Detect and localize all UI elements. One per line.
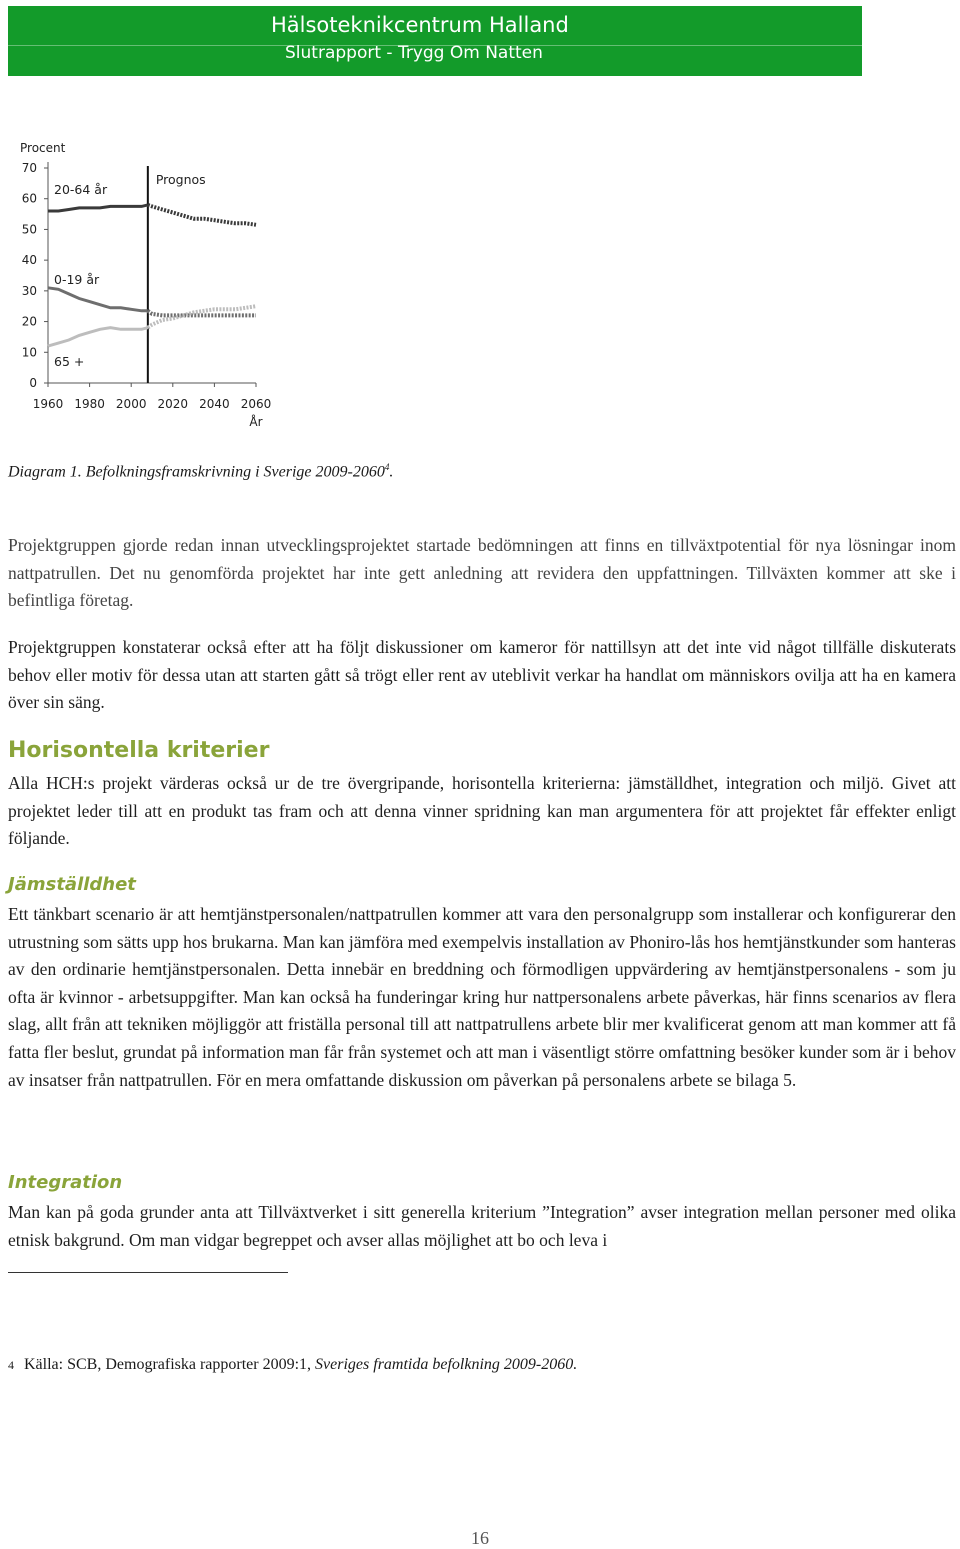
series-label: 0-19 år <box>54 272 100 287</box>
series-line-historical <box>48 205 148 211</box>
footnote-number: 4 <box>8 1358 14 1372</box>
header-title: Hälsoteknikcentrum Halland <box>271 13 569 37</box>
prognosis-label: Prognos <box>155 172 206 187</box>
x-axis-label: År <box>249 415 263 429</box>
series-line-historical <box>48 328 148 346</box>
y-tick-label: 30 <box>21 283 37 298</box>
footnote-title: Sveriges framtida befolkning 2009-2060. <box>315 1356 578 1373</box>
x-tick-label: 2040 <box>199 397 230 411</box>
paragraph-tillvaxt: Projektgruppen gjorde redan innan utvecklingsprojektet startade bedömningen att finns en tillväxtpotential för nya lösningar inom nattpatrullen. Det nu genomförda projektet har inte gett anledning att revidera den uppfattningen. Tillväxten kommer att ske i befintliga företag. <box>8 535 956 611</box>
paragraph-integration: Man kan på goda grunder anta att Tillväxtverket i sitt generella kriterium ”Integration” avser integration mellan personer med olika etnisk bakgrund. Om man vidgar begreppet och avser allas möjlighet att bo och leva i <box>8 1202 956 1250</box>
header-divider <box>8 45 862 46</box>
series-line-prognosis <box>148 311 256 316</box>
y-tick-label: 70 <box>21 161 37 175</box>
x-tick-label: 2020 <box>157 397 189 411</box>
population-chart <box>8 132 278 432</box>
series-line-prognosis <box>148 205 256 225</box>
caption-footnote-ref: 4 <box>384 462 390 472</box>
paragraph-kameror: Projektgruppen konstaterar också efter att ha följt diskussioner om kameror för nattillsyn att det inte vid något tillfälle diskuterats behov eller motiv för dessa utan att starten gått så trögt eller rent av uteblivit verkar ha handlat om människors ovilja att ha en kamera över sin säng. <box>8 637 956 713</box>
paragraph-horisontella: Alla HCH:s projekt värderas också ur de tre övergripande, horisontella kriterierna: jämställdhet, integration och miljö. Givet att projektet leder till att en produkt tas fram och att denna vinner spridning kan man argumentera för att projektet får effekter enligt följande. <box>8 773 956 849</box>
x-tick-label: 2060 <box>240 397 272 411</box>
figure-caption <box>8 462 393 481</box>
page-number: 16 <box>471 1528 489 1548</box>
paragraph-jamstalldhet: Ett tänkbart scenario är att hemtjänstpersonalen/nattpatrullen kommer att vara den personalgrupp som installerar och konfigurerar den utrustning som sätts upp hos brukarna. Man kan jämföra med exempelvis installation av Phoniro-lås hos hemtjänstkunder som hanteras av den ordinarie hemtjänstpersonalen. Detta innebär en breddning och förmodligen uppvärdering av hemtjänstpersonalens - som ju ofta är kvinnor - arbetsuppgifter. Man kan också ha funderingar kring hur nattpersonalens arbete påverkas, här finns scenarios av flera slag, allt från att tekniken möjliggör att friställa personal till att nattpatrullens arbete blir mer kvalificerat genom att man kommer att få fatta fler beslut, grundat på information man får från systemet och att man i väsentligt större omfattning besöker kunder som är i behov av insatser från nattpatrullen. För en mera omfattande diskussion om påverkan på personalens arbete se bilaga 5. <box>8 904 956 1090</box>
footnote-divider <box>8 1272 288 1273</box>
y-tick-label: 50 <box>21 222 37 237</box>
x-tick-label: 1960 <box>32 397 64 411</box>
document-header <box>8 6 862 76</box>
series-line-historical <box>48 288 148 311</box>
y-tick-label: 40 <box>21 253 37 268</box>
y-tick-label: 10 <box>21 345 37 360</box>
caption-tail: . <box>389 463 394 481</box>
footnote <box>8 1356 577 1374</box>
heading-horisontella-kriterier: Horisontella kriterier <box>8 738 270 763</box>
series-label: 65 + <box>54 354 85 369</box>
y-tick-label: 0 <box>29 376 37 390</box>
heading-integration: Integration <box>8 1172 123 1193</box>
heading-jamstalldhet: Jämställdhet <box>8 874 136 895</box>
x-tick-label: 2000 <box>115 397 147 411</box>
x-tick-label: 1980 <box>74 397 105 411</box>
footnote-text: Källa: SCB, Demografiska rapporter 2009:1, <box>24 1356 312 1373</box>
header-subtitle: Slutrapport - Trygg Om Natten <box>285 43 543 63</box>
y-tick-label: 20 <box>21 314 37 329</box>
series-label: 20-64 år <box>54 182 108 197</box>
caption-text: Diagram 1. Befolkningsframskrivning i Sverige 2009-2060 <box>8 463 385 481</box>
y-tick-label: 60 <box>21 191 37 206</box>
y-axis-label: Procent <box>20 141 66 155</box>
